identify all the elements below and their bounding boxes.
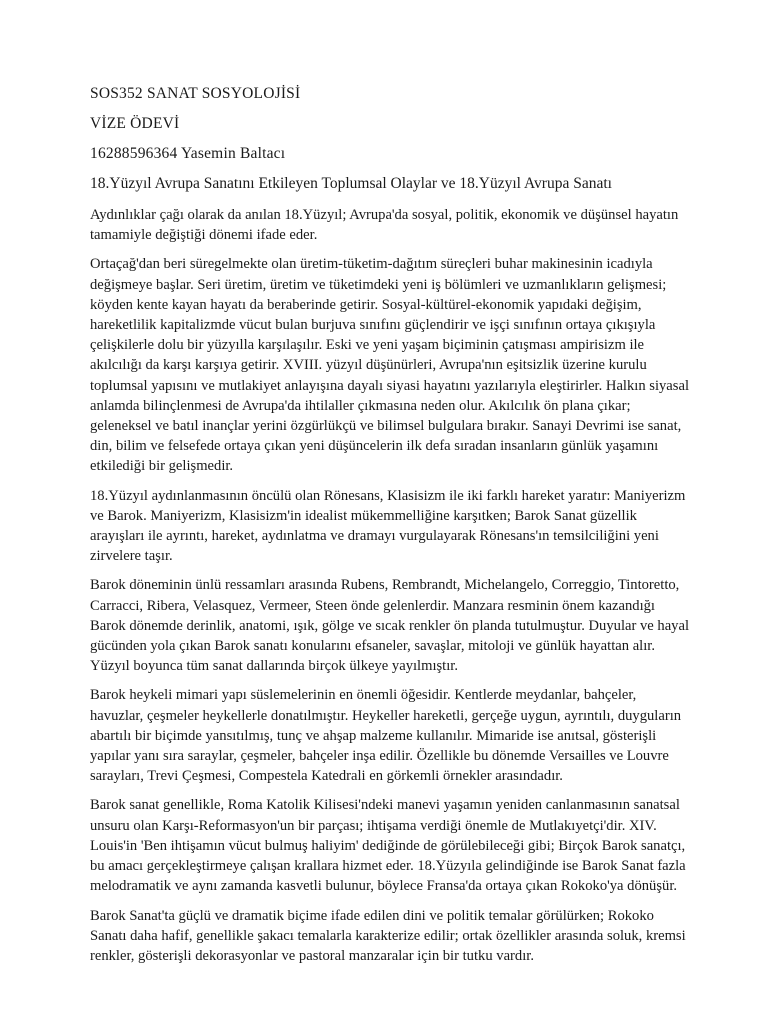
paragraph-baroque-absolutism: Barok sanat genellikle, Roma Katolik Kilisesi'ndeki manevi yaşamın yeniden canlanmasının sanatsal unsuru olan Karşı-Reformasyon'un bir parçası; ihtişama verdiği önemle de Mutlakıyetçi'dir. XIV. Louis'in 'Ben ihtişamın vücut bulmuş haliyim' dediğinde de görülebileceği gibi; Birçok Barok sanatçı, bu amacı gerçekleştirmeye çalışan krallara hizmet eder. 18.Yüzyıla gelindiğinde ise Barok Sanat fazla melodramatik ve aynı zamanda kasvetli bulunur, böylece Fransa'da ortaya çıkan Rokoko'ya dönüşür. [90,797,686,895]
student-info [90,144,690,164]
paragraph-baroque-painters: Barok döneminin ünlü ressamları arasında Rubens, Rembrandt, Michelangelo, Correggio, Tintoretto, Carracci, Ribera, Velasquez, Vermeer, Steen önde gelenlerdir. Manzara resminin önem kazandığı Barok dönemde derinlik, anatomi, ışık, gölge ve sıcak renkler ön planda tutulmuştur. Duyular ve hayal gücünden yola çıkan Barok sanatı konularını efsaneler, savaşlar, mitoloji ve günlük hayattan alır. Yüzyıl boyunca tüm sanat dallarında birçok ülkeye yayılmıştır. [90,577,690,675]
paragraph-intro: Aydınlıklar çağı olarak da anılan 18.Yüzyıl; Avrupa'da sosyal, politik, ekonomik ve düşünsel hayatın tamamiyle değiştiği dönemi ifade eder. [90,207,679,244]
paragraph-rococo: Barok Sanat'ta güçlü ve dramatik biçime ifade edilen dini ve politik temalar görülürken; Rokoko Sanatı daha hafif, genellikle şakacı temalarla karakterize edilir; ortak özellikler arasında soluk, kremsi renkler, gösterişli dekorasyonlar ve pastoral manzaralar için bir tutku vardır. [90,907,686,964]
document-title: 18.Yüzyıl Avrupa Sanatını Etkileyen Toplumsal Olaylar ve 18.Yüzyıl Avrupa Sanatı [90,175,612,192]
student-name: Yasemin Baltacı [180,145,286,162]
paragraph-baroque-sculpture: Barok heykeli mimari yapı süslemelerinin en önemli öğesidir. Kentlerde meydanlar, bahçeler, havuzlar, çeşmeler heykellerle donatılmıştır. Heykeller hareketli, gerçeğe uygun, ayrıntılı, duyguların abartılı bir biçimde yansıtılmış, tunç ve ahşap malzeme kullanılır. Mimaride ise anıtsal, gösterişli yapılar yanı sıra saraylar, çeşmeler, bahçeler inşa edilir. Özellikle bu dönemde Versailles ve Louvre sarayları, Trevi Çeşmesi, Compestela Katedrali en görkemli örnekler arasındadır. [90,687,682,785]
assignment-title: VİZE ÖDEVİ [90,115,180,132]
course-title: SOS352 SANAT SOSYOLOJİSİ [90,85,301,102]
student-id: 16288596364 [90,145,178,162]
document-page [90,84,690,975]
paragraph-renaissance: 18.Yüzyıl aydınlanmasının öncülü olan Rönesans, Klasisizm ile iki farklı hareket yaratır: Maniyerizm ve Barok. Maniyerizm, Klasisizm'in idealist mükemmelliğine karşıtken; Barok Sanat güzellik arayışları ile ayrıntı, hareket, aydınlatma ve dramayı vurgulayarak Rönesans'ın temsilciliğini yeni zirvelere taşır. [90,487,686,565]
paragraph-industrial-revolution: Ortaçağ'dan beri süregelmekte olan üretim-tüketim-dağıtım süreçleri buhar makinesinin icadıyla değişmeye başlar. Seri üretim, üretim ve tüketimdeki yeni iş bölümleri ve uzmanlıkların gelişmesi; köyden kente kayan hayatı da beraberinde getirir. Sosyal-kültürel-ekonomik yapıdaki değişim, hareketlilik kapitalizmde vücut bulan burjuva sınıfını güçlendirir ve işçi sınıfının ortaya çıkışıyla çelişkilerle dolu bir yüzyılla karşılaşılır. Eski ve yeni yaşam biçiminin çatışması ampirisizm ile akılcılığı da karşı karşıya getirir. XVIII. yüzyıl düşünürleri, Avrupa'nın eşitsizlik üzerine kurulu toplumsal yapısını ve mutlakiyet anlayışına dayalı siyasi hayatını yazılarıyla eleştirirler. Halkın siyasal anlamda bilinçlenmesi de Avrupa'da ihtilaller çıkmasına neden olur. Akılcılık ön plana çıkar; geleneksel ve batıl inançlar yerini özgürlükçü ve bilimsel bulgulara bırakır. Sanayi Devrimi ise sanat, din, bilim ve felsefede ortaya çıkan yeni düşüncelerin ilk defa sıradan insanların günlük yaşamını etkilediği bir gelişmedir. [90,256,689,475]
